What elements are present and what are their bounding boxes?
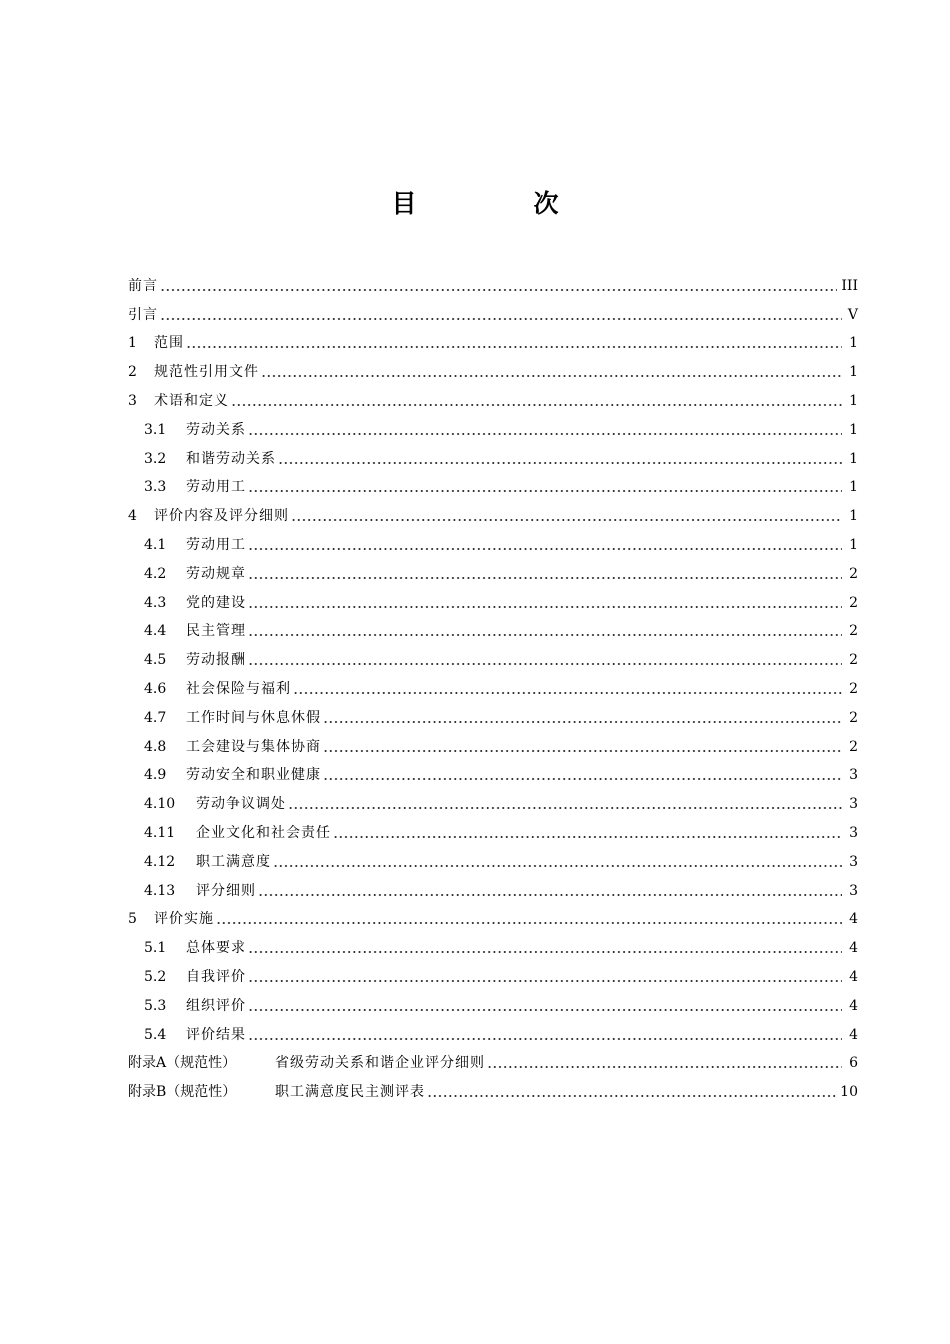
- toc-entry-5-2[interactable]: [128, 958, 858, 987]
- dot-leader: [216, 922, 842, 924]
- toc-entry-title: 劳动用工: [186, 536, 246, 553]
- dot-leader: [278, 462, 842, 464]
- toc-entry-title: 企业文化和社会责任: [196, 824, 331, 841]
- dot-leader: [186, 346, 842, 348]
- dot-leader: [273, 865, 842, 867]
- dot-leader: [323, 750, 842, 752]
- toc-entry-number: 3.2: [144, 450, 167, 467]
- toc-entry-page: 10: [840, 1084, 858, 1101]
- toc-entry-title: 评分细则: [196, 882, 256, 899]
- toc-entry-title: 党的建设: [186, 594, 246, 611]
- toc-entry-page: 2: [849, 680, 858, 697]
- toc-entry-4-6[interactable]: [128, 670, 858, 699]
- toc-entry-number: 3.3: [144, 479, 167, 496]
- dot-leader: [248, 577, 842, 579]
- dot-leader: [288, 807, 842, 809]
- toc-entry-title: 引言: [128, 306, 158, 323]
- toc-entry-title: 工作时间与休息休假: [186, 709, 321, 726]
- toc-entry-number: 5.4: [144, 1026, 167, 1043]
- toc-entry-5-4[interactable]: [128, 1016, 858, 1045]
- toc-entry-page: 1: [849, 508, 858, 525]
- toc-entry-number: 4.13: [144, 882, 176, 899]
- toc-entry-number: 4.3: [144, 594, 167, 611]
- dot-leader: [248, 548, 842, 550]
- page-title: 目 次: [391, 189, 605, 218]
- toc-entry-title: 劳动用工: [186, 479, 246, 496]
- toc-entry-page: 1: [849, 536, 858, 553]
- toc-entry-number: 5.2: [144, 968, 167, 985]
- toc-entry-3[interactable]: [128, 382, 858, 411]
- toc-entry-page: 2: [849, 565, 858, 582]
- toc-entry-number: 4.12: [144, 853, 176, 870]
- toc-entry-4-2[interactable]: [128, 555, 858, 584]
- toc-entry-title: 总体要求: [186, 940, 246, 957]
- toc-entry-number: 5: [128, 911, 137, 928]
- toc-entry-number: 4.4: [144, 623, 167, 640]
- toc-entry-number: 4.10: [144, 796, 176, 813]
- toc-entry-page: 3: [849, 882, 858, 899]
- toc-entry-page: 1: [849, 392, 858, 409]
- toc-entry-number: 附录B（规范性）: [128, 1084, 237, 1101]
- toc-entry-title: 评价结果: [186, 1026, 246, 1043]
- toc-entry-page: 3: [849, 767, 858, 784]
- toc-entry-title: 劳动关系: [186, 421, 246, 438]
- toc-entry-title: 和谐劳动关系: [186, 450, 276, 467]
- toc-entry-title: 省级劳动关系和谐企业评分细则: [275, 1055, 485, 1072]
- toc-entry-number: 4.8: [144, 738, 167, 755]
- toc-entry-1[interactable]: [128, 325, 858, 354]
- toc-entry-title: 评价实施: [154, 911, 214, 928]
- toc-entry-title: 劳动安全和职业健康: [186, 767, 321, 784]
- dot-leader: [427, 1095, 836, 1097]
- dot-leader: [248, 1009, 842, 1011]
- toc-entry-4-10[interactable]: [128, 785, 858, 814]
- toc-entry-page: 1: [849, 421, 858, 438]
- dot-leader: [258, 894, 842, 896]
- toc-entry-title: 范围: [154, 335, 184, 352]
- toc-entry-3-1[interactable]: [128, 411, 858, 440]
- toc-entry-4-9[interactable]: [128, 757, 858, 786]
- toc-entry-page: 4: [849, 940, 858, 957]
- dot-leader: [248, 663, 842, 665]
- toc-entry-introduction[interactable]: [128, 296, 858, 325]
- toc-entry-5[interactable]: [128, 901, 858, 930]
- toc-entry-page: 2: [849, 594, 858, 611]
- toc-entry-number: 4: [128, 508, 137, 525]
- toc-entry-title: 劳动规章: [186, 565, 246, 582]
- toc-entry-4-4[interactable]: [128, 613, 858, 642]
- toc-entry-title: 评价内容及评分细则: [154, 508, 289, 525]
- dot-leader: [248, 980, 842, 982]
- toc-entry-page: 4: [849, 968, 858, 985]
- toc-entry-page: 3: [849, 796, 858, 813]
- toc-entry-number: 4.2: [144, 565, 167, 582]
- toc-entry-page: 1: [849, 335, 858, 352]
- toc-entry-number: 1: [128, 335, 137, 352]
- dot-leader: [261, 375, 842, 377]
- toc-entry-number: 5.1: [144, 940, 167, 957]
- toc-entry-title: 职工满意度: [196, 853, 271, 870]
- dot-leader: [323, 778, 842, 780]
- toc-entry-number: 4.6: [144, 680, 167, 697]
- dot-leader: [248, 490, 842, 492]
- toc-entry-title: 工会建设与集体协商: [186, 738, 321, 755]
- toc-entry-page: 6: [849, 1055, 858, 1072]
- toc-entry-number: 4.11: [144, 824, 176, 841]
- toc-entry-4-5[interactable]: [128, 641, 858, 670]
- dot-leader: [291, 519, 842, 521]
- toc-entry-appendix-b[interactable]: [128, 1073, 858, 1102]
- toc-entry-number: 4.9: [144, 767, 167, 784]
- toc-entry-page: 4: [849, 997, 858, 1014]
- toc-entry-title: 民主管理: [186, 623, 246, 640]
- toc-entry-page: III: [841, 277, 858, 294]
- toc-entry-4-8[interactable]: [128, 728, 858, 757]
- toc-entry-number: 附录A（规范性）: [128, 1055, 237, 1072]
- toc-entry-title: 社会保险与福利: [186, 680, 291, 697]
- toc-entry-page: 3: [849, 824, 858, 841]
- toc-entry-4[interactable]: [128, 497, 858, 526]
- toc-entry-page: 4: [849, 911, 858, 928]
- toc-entry-4-1[interactable]: [128, 526, 858, 555]
- toc-entry-4-12[interactable]: [128, 843, 858, 872]
- dot-leader: [248, 433, 842, 435]
- toc-entry-page: V: [847, 306, 858, 323]
- toc-entry-page: 4: [849, 1026, 858, 1043]
- dot-leader: [248, 634, 842, 636]
- toc-entry-title: 劳动报酬: [186, 652, 246, 669]
- toc-entry-5-3[interactable]: [128, 987, 858, 1016]
- dot-leader: [323, 721, 842, 723]
- toc-entry-4-13[interactable]: [128, 872, 858, 901]
- dot-leader: [293, 692, 842, 694]
- dot-leader: [160, 318, 842, 320]
- toc-entry-page: 2: [849, 709, 858, 726]
- toc-entry-5-1[interactable]: [128, 929, 858, 958]
- toc-entry-number: 4.5: [144, 652, 167, 669]
- table-of-contents: [128, 267, 858, 1102]
- toc-entry-number: 4.1: [144, 536, 167, 553]
- toc-entry-4-7[interactable]: [128, 699, 858, 728]
- dot-leader: [160, 289, 837, 291]
- toc-entry-page: 2: [849, 738, 858, 755]
- toc-entry-title: 规范性引用文件: [154, 364, 259, 381]
- toc-entry-page: 2: [849, 652, 858, 669]
- toc-entry-foreword[interactable]: [128, 267, 858, 296]
- toc-entry-3-2[interactable]: [128, 440, 858, 469]
- toc-entry-title: 职工满意度民主测评表: [275, 1084, 425, 1101]
- toc-entry-title: 劳动争议调处: [196, 796, 286, 813]
- dot-leader: [487, 1066, 842, 1068]
- toc-entry-page: 1: [849, 364, 858, 381]
- dot-leader: [248, 951, 842, 953]
- toc-entry-page: 2: [849, 623, 858, 640]
- toc-entry-title: 前言: [128, 277, 158, 294]
- toc-entry-number: 3.1: [144, 421, 167, 438]
- toc-entry-2[interactable]: [128, 353, 858, 382]
- toc-entry-page: 1: [849, 479, 858, 496]
- toc-entry-4-3[interactable]: [128, 584, 858, 613]
- toc-entry-number: 2: [128, 364, 137, 381]
- toc-entry-title: 自我评价: [186, 968, 246, 985]
- toc-entry-page: 3: [849, 853, 858, 870]
- dot-leader: [248, 1038, 842, 1040]
- toc-entry-number: 5.3: [144, 997, 167, 1014]
- toc-entry-3-3[interactable]: [128, 469, 858, 498]
- toc-entry-number: 3: [128, 392, 137, 409]
- dot-leader: [231, 404, 842, 406]
- toc-entry-title: 术语和定义: [154, 392, 229, 409]
- toc-entry-page: 1: [849, 450, 858, 467]
- dot-leader: [248, 606, 842, 608]
- toc-entry-appendix-a[interactable]: [128, 1045, 858, 1074]
- toc-entry-number: 4.7: [144, 709, 167, 726]
- dot-leader: [333, 836, 842, 838]
- toc-entry-title: 组织评价: [186, 997, 246, 1014]
- toc-entry-4-11[interactable]: [128, 814, 858, 843]
